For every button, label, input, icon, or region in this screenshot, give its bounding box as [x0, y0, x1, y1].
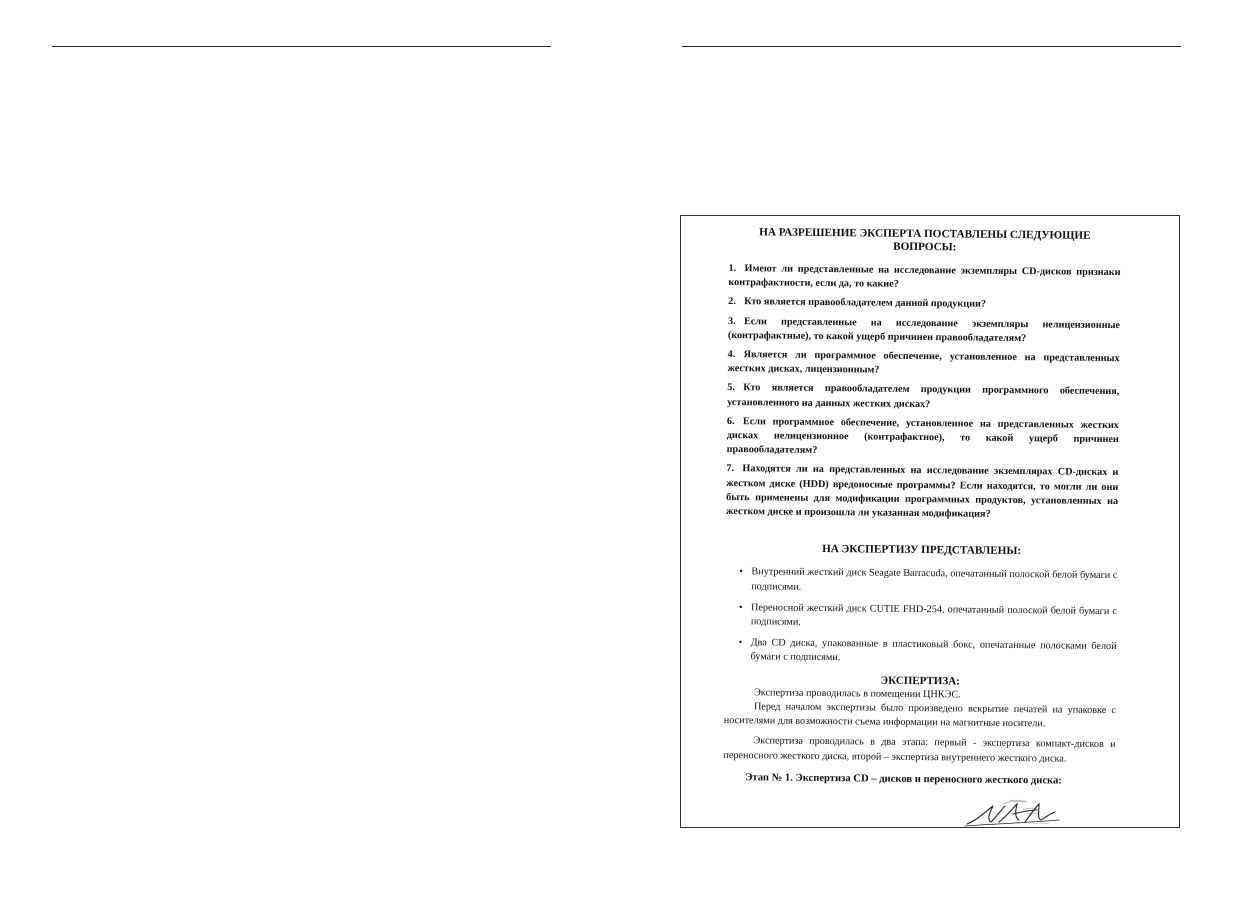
- expertise-heading: ЭКСПЕРТИЗА:: [880, 674, 960, 688]
- submitted-heading: НА ЭКСПЕРТИЗУ ПРЕДСТАВЛЕНЫ:: [822, 543, 1022, 558]
- question-number: 4.: [727, 349, 736, 361]
- submitted-item: [739, 601, 1117, 633]
- question-text: Кто является правообладателем данной продукции?: [744, 296, 987, 311]
- question-item: [728, 315, 1120, 348]
- question-item: [727, 415, 1119, 462]
- left-page-header-rule: [52, 46, 551, 47]
- handwritten-signature: [963, 798, 1063, 828]
- question-text: Находятся ли на представленных на исследование экземплярах CD-дисках и жестком диске (HDD) вредоносные программы? Если находятся, то могли ли они быть применены для модификации программных продуктов, установленных на жестком диске и произошла ли указанная модификация?: [725, 463, 1119, 520]
- submitted-item: [739, 566, 1117, 598]
- question-text: Имеют ли представленные на исследование экземпляры CD-дисков признаки контрафактности, если да, то какие?: [728, 263, 1121, 290]
- question-item: [727, 348, 1119, 381]
- question-text: Является ли программное обеспечение, установленное на представленных жестких дисках, лицензионным?: [727, 349, 1120, 376]
- question-number: 6.: [726, 415, 735, 427]
- stage1-heading: Этап № 1. Экспертиза CD – дисков и переносного жесткого диска:: [745, 772, 1062, 787]
- scanned-document: [723, 226, 1121, 789]
- expertise-paragraph: Экспертиза проводилась в помещении ЦНКЭС.: [754, 687, 961, 701]
- question-text: Если программное обеспечение, установленное на представленных жестких дисках нелицензионное (контрафактное), то какой ущерб причинен правообладателям?: [726, 415, 1119, 457]
- bullet-icon: •: [739, 566, 743, 578]
- question-number: 3.: [727, 315, 736, 327]
- questions-list: [726, 262, 1121, 523]
- question-number: 7.: [726, 463, 735, 475]
- question-number: 1.: [728, 262, 737, 275]
- right-page-header-rule: [682, 46, 1181, 47]
- question-text: Если представленные на исследование экземпляры нелицензионные (контрафактные), то какой ущерб причинен правообладателям?: [727, 315, 1121, 344]
- question-number: 5.: [727, 382, 736, 394]
- expertise-paragraph: Экспертиза проводилась в два этапа: первый - экспертиза компакт-дисков и переносного жесткого диска, второй – экспертиза внутреннего жесткого диска.: [723, 735, 1116, 765]
- bullet-icon: •: [738, 601, 743, 614]
- submitted-item: [738, 636, 1116, 668]
- question-number: 2.: [728, 296, 736, 308]
- question-item: [728, 295, 1120, 313]
- submitted-item-text: Переносной жесткий диск CUTIE FHD-254, опечатанный полоской белой бумаги с подписями.: [750, 602, 1118, 628]
- scanned-document-frame: [680, 215, 1180, 828]
- questions-heading: НА РАЗРЕШЕНИЕ ЭКСПЕРТА ПОСТАВЛЕНЫ СЛЕДУЮЩИЕ ВОПРОСЫ:: [759, 226, 1091, 254]
- submitted-item-text: Внутренний жесткий диск Seagate Barracuda, опечатанный полоской белой бумаги с подписями.: [751, 566, 1118, 593]
- expertise-paragraph: Перед началом экспертизы было произведено вскрытие печатей на упаковке с носителями для возможности съема информации на магнитные носители.: [723, 701, 1117, 730]
- question-item: [728, 262, 1120, 295]
- submitted-items-list: [724, 565, 1117, 668]
- question-text: Кто является правообладателем продукции программного обеспечения, установленного на данных жестких дисках?: [727, 382, 1120, 410]
- question-item: [726, 462, 1119, 523]
- bullet-icon: •: [738, 637, 743, 649]
- submitted-item-text: Два CD диска, упакованные в пластиковый бокс, опечатанные полосками белой бумаги с подписями.: [750, 637, 1117, 664]
- question-item: [727, 381, 1119, 414]
